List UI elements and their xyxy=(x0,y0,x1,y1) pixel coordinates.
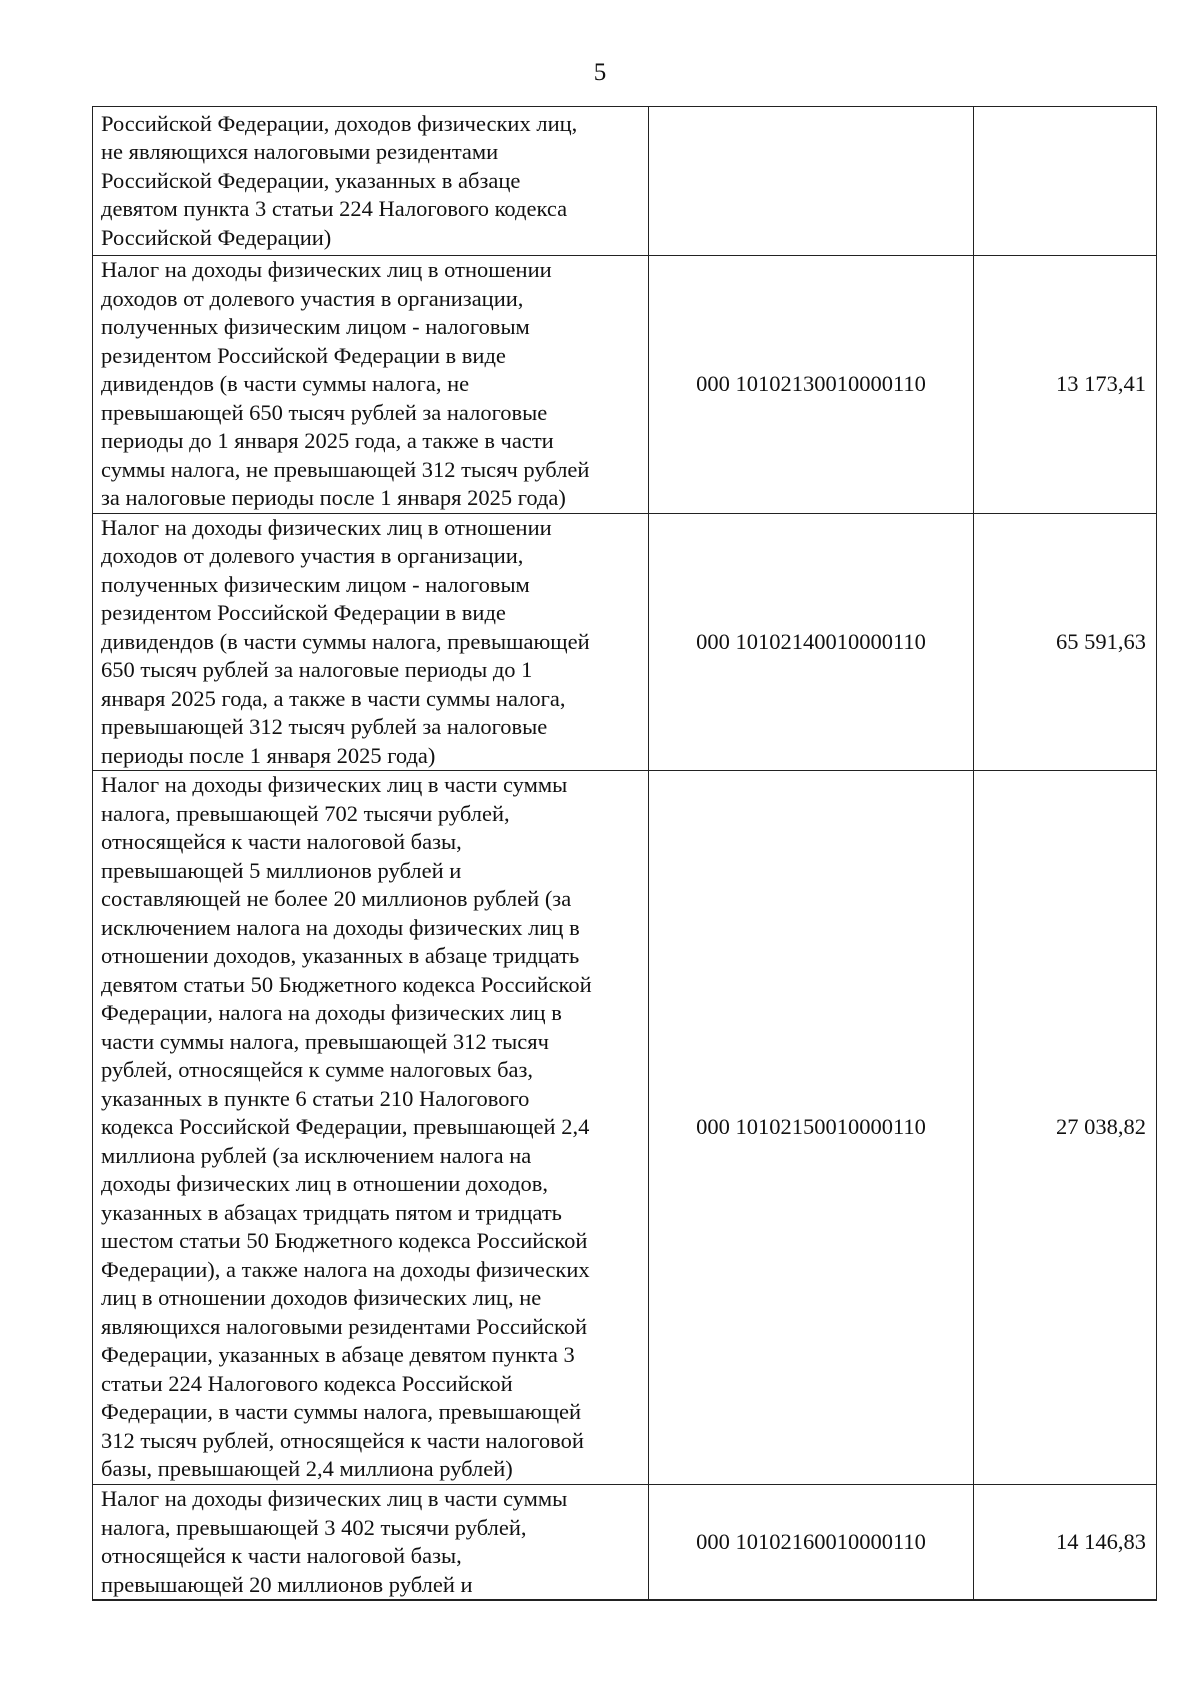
table-row xyxy=(93,1485,1157,1601)
page-number: 5 xyxy=(593,59,607,86)
revenue-name-cell: Налог на доходы физических лиц в части суммы налога, превышающей 702 тысячи рублей, относящейся к части налоговой базы, превышающей 5 миллионов рублей и составляющей не более 20 миллионов рублей (за исключением налога на доходы физических лиц в отношении доходов, указанных в абзаце тридцать девятом статьи 50 Бюджетного кодекса Российской Федерации, налога на доходы физических лиц в части суммы налога, превышающей 312 тысяч рублей, относящейся к сумме налоговых баз, указанных в пункте 6 статьи 210 Налогового кодекса Российской Федерации, превышающей 2,4 миллиона рублей (за исключением налога на доходы физических лиц в отношении доходов, указанных в абзацах тридцать пятом и тридцать шестом статьи 50 Бюджетного кодекса Российской Федерации), а также налога на доходы физических лиц в отношении доходов физических лиц, не являющихся налоговыми резидентами Российской Федерации, указанных в абзаце девятом пункта 3 статьи 224 Налогового кодекса Российской Федерации, в части суммы налога, превышающей 312 тысяч рублей, относящейся к части налоговой базы, превышающей 2,4 миллиона рублей) xyxy=(93,771,649,1485)
revenue-code-cell xyxy=(649,107,974,256)
revenue-amount-cell: 65 591,63 xyxy=(974,513,1157,771)
table-row xyxy=(93,107,1157,256)
revenue-name-cell: Российской Федерации, доходов физических лиц, не являющихся налоговыми резидентами Российской Федерации, указанных в абзаце девятом пункта 3 статьи 224 Налогового кодекса Российской Федерации) xyxy=(93,107,649,256)
revenue-name-cell: Налог на доходы физических лиц в части суммы налога, превышающей 3 402 тысячи рублей, относящейся к части налоговой базы, превышающей 20 миллионов рублей и xyxy=(93,1485,649,1601)
revenue-amount-cell xyxy=(974,107,1157,256)
revenue-table xyxy=(92,106,1157,1601)
revenue-amount-cell: 14 146,83 xyxy=(974,1485,1157,1601)
table-row xyxy=(93,771,1157,1485)
revenue-code-cell: 000 10102160010000110 xyxy=(649,1485,974,1601)
revenue-code-cell: 000 10102140010000110 xyxy=(649,513,974,771)
revenue-name-cell: Налог на доходы физических лиц в отношении доходов от долевого участия в организации, полученных физическим лицом - налоговым резидентом Российской Федерации в виде дивидендов (в части суммы налога, превышающей 650 тысяч рублей за налоговые периоды до 1 января 2025 года, а также в части суммы налога, превышающей 312 тысяч рублей за налоговые периоды после 1 января 2025 года) xyxy=(93,513,649,771)
table-row xyxy=(93,513,1157,771)
revenue-amount-cell: 13 173,41 xyxy=(974,256,1157,514)
table-row xyxy=(93,256,1157,514)
revenue-code-cell: 000 10102150010000110 xyxy=(649,771,974,1485)
revenue-name-cell: Налог на доходы физических лиц в отношении доходов от долевого участия в организации, полученных физическим лицом - налоговым резидентом Российской Федерации в виде дивидендов (в части суммы налога, не превышающей 650 тысяч рублей за налоговые периоды до 1 января 2025 года, а также в части суммы налога, не превышающей 312 тысяч рублей за налоговые периоды после 1 января 2025 года) xyxy=(93,256,649,514)
revenue-amount-cell: 27 038,82 xyxy=(974,771,1157,1485)
revenue-code-cell: 000 10102130010000110 xyxy=(649,256,974,514)
